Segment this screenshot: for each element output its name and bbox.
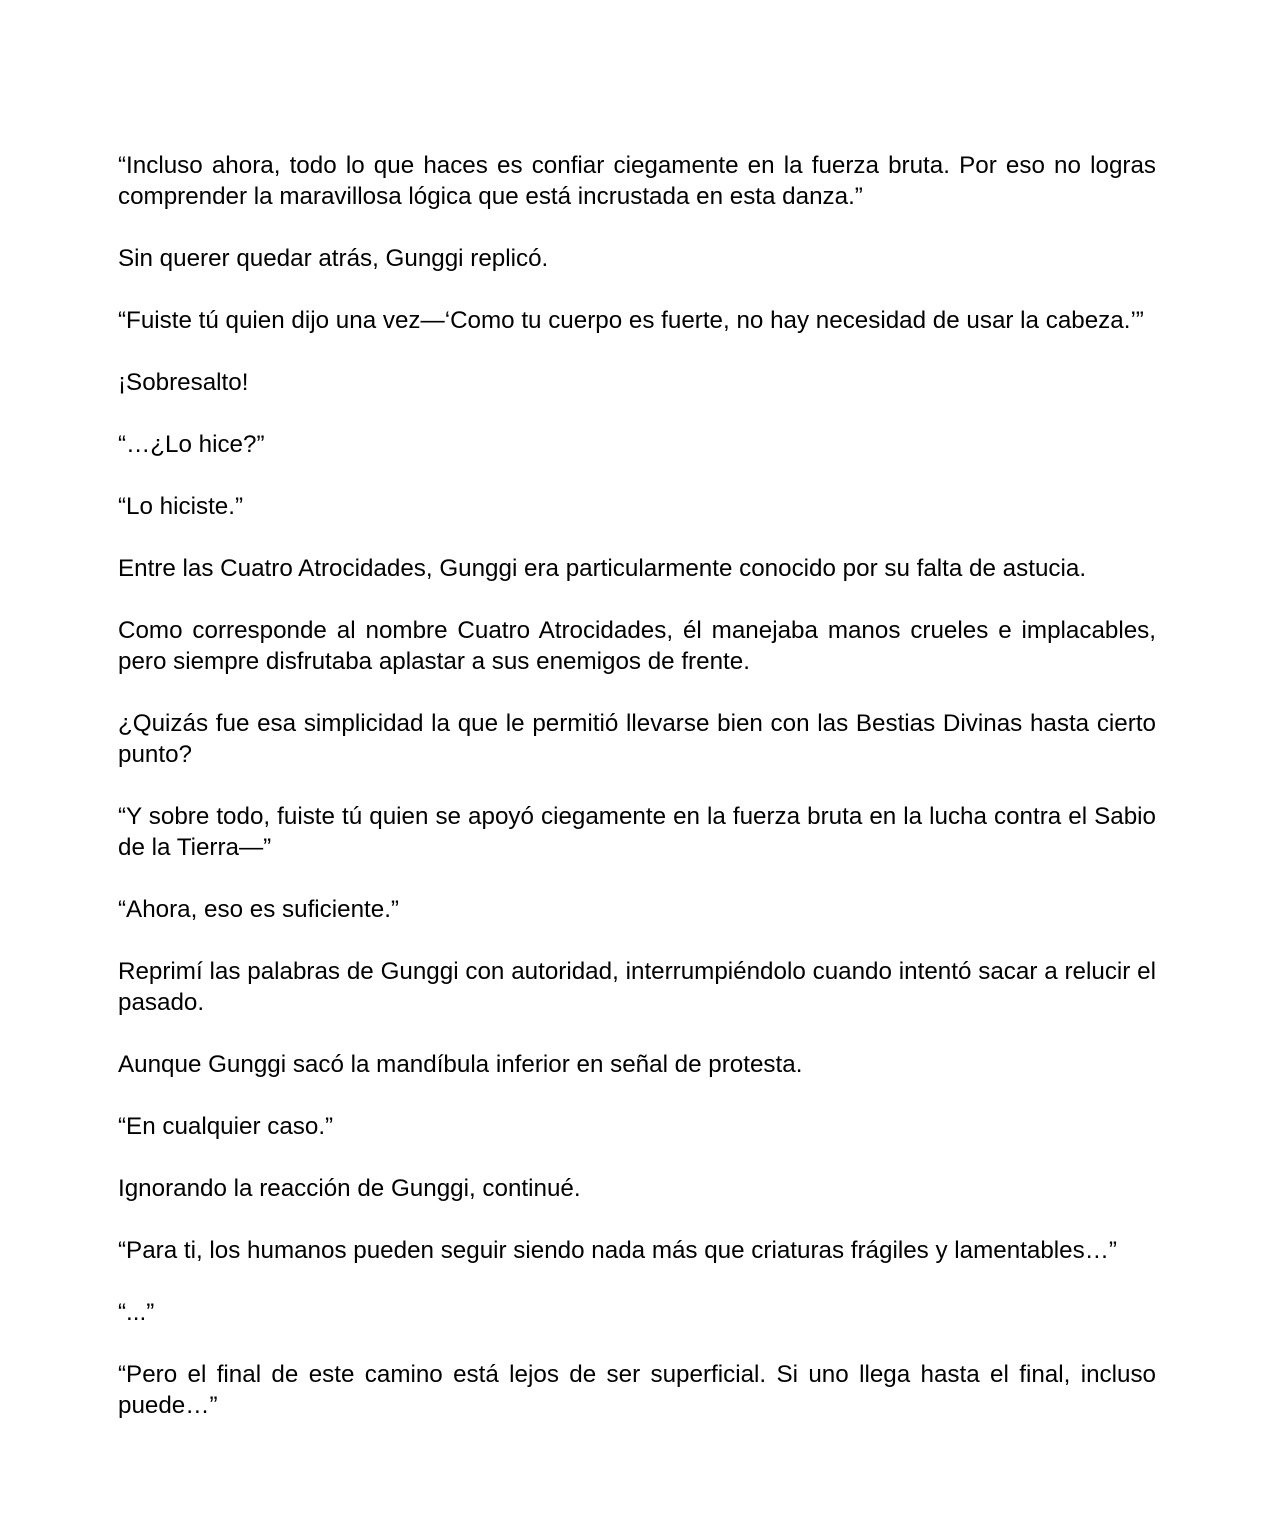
paragraph-2: Sin querer quedar atrás, Gunggi replicó.	[118, 245, 549, 272]
paragraph-16: “Para ti, los humanos pueden seguir siendo nada más que criaturas frágiles y lamentables…”	[118, 1237, 1117, 1264]
paragraph-6: “Lo hiciste.”	[118, 493, 244, 520]
paragraph-4: ¡Sobresalto!	[118, 369, 249, 396]
paragraph-9: ¿Quizás fue esa simplicidad la que le permitió llevarse bien con las Bestias Divinas hasta cierto punto?	[118, 710, 1156, 768]
document-page	[118, 150, 1156, 1452]
paragraph-10: “Y sobre todo, fuiste tú quien se apoyó ciegamente en la fuerza bruta en la lucha contra el Sabio de la Tierra—”	[118, 803, 1156, 861]
paragraph-15: Ignorando la reacción de Gunggi, continué.	[118, 1175, 581, 1202]
paragraph-18: “Pero el final de este camino está lejos de ser superficial. Si uno llega hasta el final, incluso puede…”	[118, 1361, 1156, 1419]
paragraph-1: “Incluso ahora, todo lo que haces es confiar ciegamente en la fuerza bruta. Por eso no logras comprender la maravillosa lógica que está incrustada en esta danza.”	[118, 152, 1156, 210]
paragraph-7: Entre las Cuatro Atrocidades, Gunggi era particularmente conocido por su falta de astucia.	[118, 555, 1087, 582]
paragraph-13: Aunque Gunggi sacó la mandíbula inferior en señal de protesta.	[118, 1051, 803, 1078]
paragraph-17: “...”	[118, 1299, 155, 1326]
paragraph-8: Como corresponde al nombre Cuatro Atrocidades, él manejaba manos crueles e implacables, pero siempre disfrutaba aplastar a sus enemigos de frente.	[118, 617, 1156, 675]
paragraph-5: “…¿Lo hice?”	[118, 431, 265, 458]
paragraph-3: “Fuiste tú quien dijo una vez—‘Como tu cuerpo es fuerte, no hay necesidad de usar la cabeza.’”	[118, 307, 1144, 334]
paragraph-12: Reprimí las palabras de Gunggi con autoridad, interrumpiéndolo cuando intentó sacar a relucir el pasado.	[118, 958, 1156, 1016]
paragraph-11: “Ahora, eso es suficiente.”	[118, 896, 399, 923]
paragraph-14: “En cualquier caso.”	[118, 1113, 334, 1140]
